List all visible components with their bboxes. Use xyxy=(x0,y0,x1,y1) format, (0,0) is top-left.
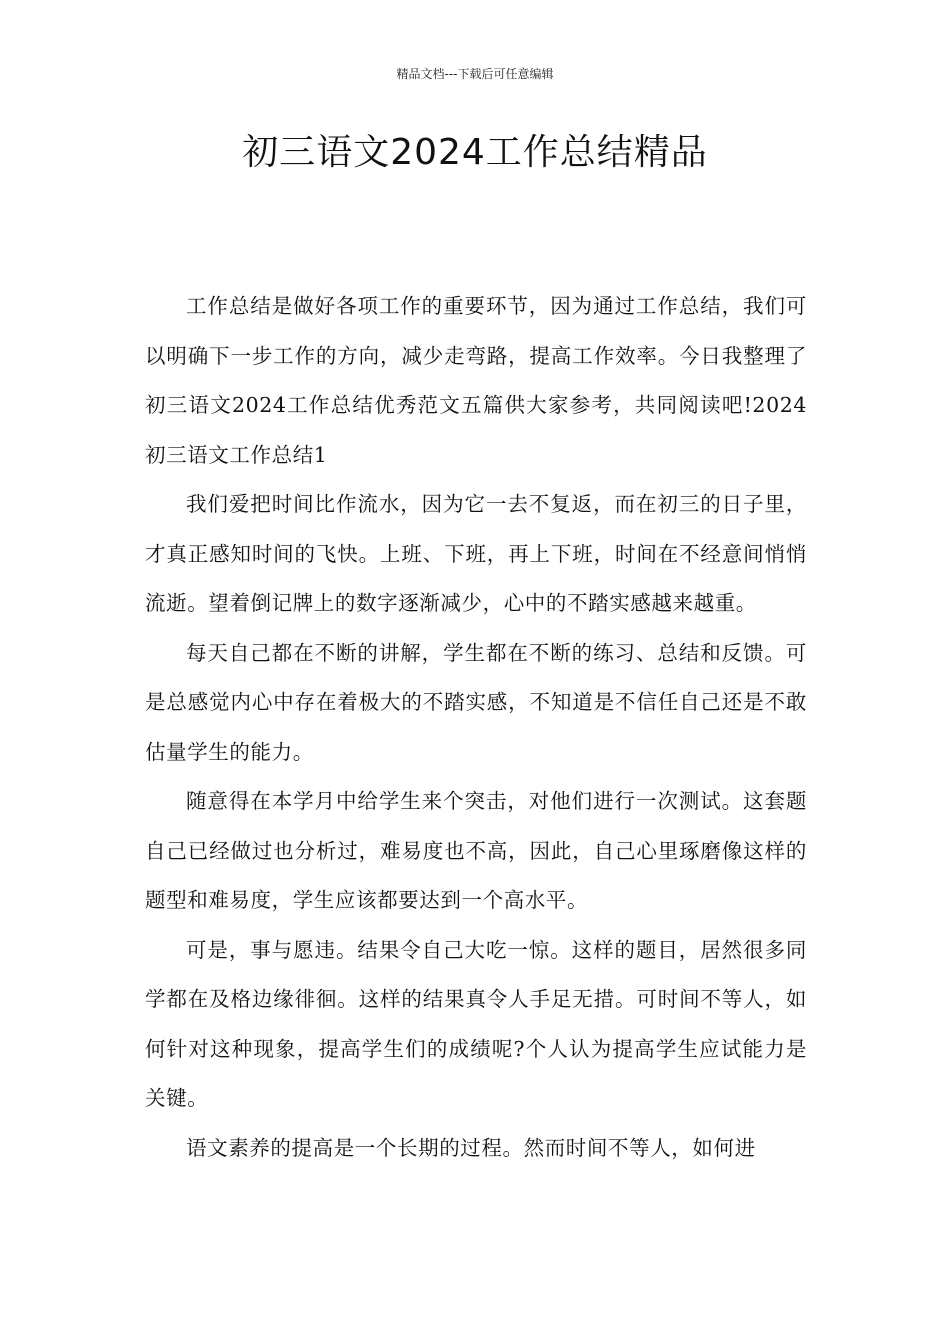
paragraph: 我们爱把时间比作流水，因为它一去不复返，而在初三的日子里，才真正感知时间的飞快。上班、下班，再上下班，时间在不经意间悄悄流逝。望着倒记牌上的数字逐渐减少，心中的不踏实感越来越重。 xyxy=(145,492,807,615)
paragraph: 每天自己都在不断的讲解，学生都在不断的练习、总结和反馈。可是总感觉内心中存在着极大的不踏实感，不知道是不信任自己还是不敢估量学生的能力。 xyxy=(145,640,807,764)
document-body xyxy=(145,282,807,1173)
paragraph: 可是，事与愿违。结果令自己大吃一惊。这样的题目，居然很多同学都在及格边缘徘徊。这样的结果真令人手足无措。可时间不等人，如何针对这种现象，提高学生们的成绩呢?个人认为提高学生应试能力是关键。 xyxy=(145,937,807,1110)
header-note: 精品文档---下载后可任意编辑 xyxy=(396,67,554,81)
paragraph: 语文素养的提高是一个长期的过程。然而时间不等人，如何进 xyxy=(186,1135,756,1160)
document-title: 初三语文2024工作总结精品 xyxy=(242,132,708,173)
paragraph: 工作总结是做好各项工作的重要环节，因为通过工作总结，我们可以明确下一步工作的方向，减少走弯路，提高工作效率。今日我整理了初三语文2024工作总结优秀范文五篇供大家参考，共同阅读吧!2024初三语文工作总结1 xyxy=(145,294,807,467)
paragraph: 随意得在本学月中给学生来个突击，对他们进行一次测试。这套题自己已经做过也分析过，难易度也不高，因此，自己心里琢磨像这样的题型和难易度，学生应该都要达到一个高水平。 xyxy=(145,789,807,912)
